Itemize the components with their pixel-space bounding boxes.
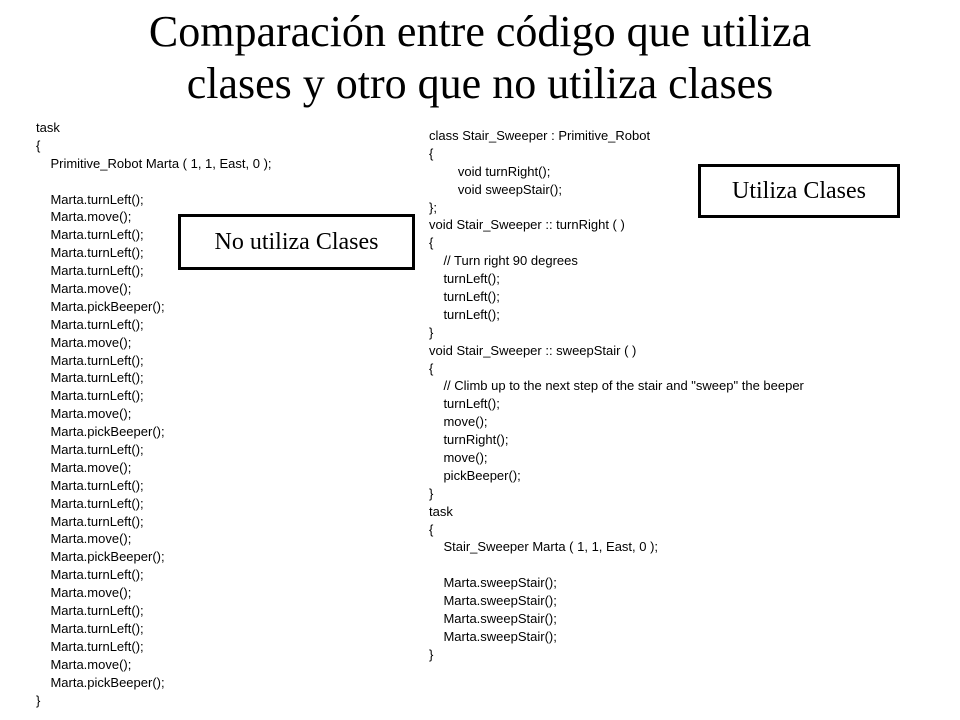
- code-line: move();: [429, 414, 488, 430]
- code-line: turnLeft();: [429, 271, 500, 287]
- code-line: Marta.sweepStair();: [429, 611, 557, 627]
- code-line: Marta.move();: [36, 281, 132, 297]
- code-line: // Turn right 90 degrees: [429, 253, 578, 269]
- code-line: }: [36, 692, 41, 708]
- code-line: Marta.turnLeft();: [36, 316, 144, 332]
- code-line: Marta.turnLeft();: [36, 388, 144, 404]
- code-line: Marta.turnLeft();: [36, 245, 144, 261]
- code-line: turnLeft();: [429, 396, 500, 412]
- code-line: };: [429, 199, 437, 215]
- code-line: Marta.sweepStair();: [429, 628, 557, 644]
- code-line: Marta.pickBeeper();: [36, 424, 165, 440]
- code-line: Marta.pickBeeper();: [36, 549, 165, 565]
- code-line: class Stair_Sweeper : Primitive_Robot: [429, 128, 651, 143]
- label-no-classes: No utiliza Clases: [178, 214, 415, 270]
- code-line: Marta.move();: [36, 531, 132, 547]
- code-line: Marta.move();: [36, 406, 132, 422]
- code-line: Marta.turnLeft();: [36, 191, 144, 207]
- code-line: [429, 556, 804, 574]
- code-line: task: [36, 120, 60, 135]
- code-line: Marta.turnLeft();: [36, 227, 144, 243]
- code-line: Marta.move();: [36, 209, 132, 225]
- code-line: Marta.turnLeft();: [36, 620, 144, 636]
- code-line: {: [36, 137, 41, 153]
- code-line: void Stair_Sweeper :: turnRight ( ): [429, 217, 625, 233]
- slide-title-line-1: Comparación entre código que utiliza: [148, 7, 812, 56]
- code-line: {: [429, 235, 434, 251]
- code-line: Marta.sweepStair();: [429, 593, 557, 609]
- code-line: Primitive_Robot Marta ( 1, 1, East, 0 );: [36, 155, 272, 171]
- code-line: [36, 173, 272, 191]
- code-line: Marta.move();: [36, 459, 132, 475]
- code-line: Marta.turnLeft();: [36, 370, 144, 386]
- code-line: Stair_Sweeper Marta ( 1, 1, East, 0 );: [429, 539, 659, 555]
- code-line: Marta.pickBeeper();: [36, 674, 165, 690]
- code-line: Marta.turnLeft();: [36, 638, 144, 654]
- code-line: Marta.move();: [36, 656, 132, 672]
- code-line: Marta.turnLeft();: [36, 603, 144, 619]
- code-line: {: [429, 360, 434, 376]
- slide-title: [0, 6, 960, 110]
- code-line: void sweepStair();: [429, 181, 562, 197]
- code-line: // Climb up to the next step of the stair and "sweep" the beeper: [429, 378, 804, 394]
- code-line: Marta.turnLeft();: [36, 263, 144, 279]
- code-line: turnLeft();: [429, 289, 500, 305]
- code-line: move();: [429, 450, 488, 466]
- code-line: Marta.move();: [36, 334, 132, 350]
- code-line: Marta.pickBeeper();: [36, 298, 165, 314]
- code-line: Marta.turnLeft();: [36, 495, 144, 511]
- code-block-without-classes: [36, 119, 272, 709]
- code-line: Marta.turnLeft();: [36, 442, 144, 458]
- code-line: void Stair_Sweeper :: sweepStair ( ): [429, 342, 637, 358]
- code-line: Marta.turnLeft();: [36, 477, 144, 493]
- code-line: }: [429, 485, 434, 501]
- code-line: {: [429, 521, 434, 537]
- label-with-classes: Utiliza Clases: [698, 164, 900, 218]
- code-line: turnRight();: [429, 432, 509, 448]
- code-line: pickBeeper();: [429, 467, 521, 483]
- code-line: Marta.sweepStair();: [429, 575, 557, 591]
- code-line: }: [429, 324, 434, 340]
- code-line: Marta.move();: [36, 585, 132, 601]
- code-line: turnLeft();: [429, 306, 500, 322]
- code-line: }: [429, 646, 434, 662]
- code-line: Marta.turnLeft();: [36, 352, 144, 368]
- code-line: Marta.turnLeft();: [36, 513, 144, 529]
- code-line: void turnRight();: [429, 163, 551, 179]
- slide-title-line-2: clases y otro que no utiliza clases: [186, 59, 774, 108]
- code-line: {: [429, 145, 434, 161]
- code-line: Marta.turnLeft();: [36, 567, 144, 583]
- code-line: task: [429, 503, 453, 519]
